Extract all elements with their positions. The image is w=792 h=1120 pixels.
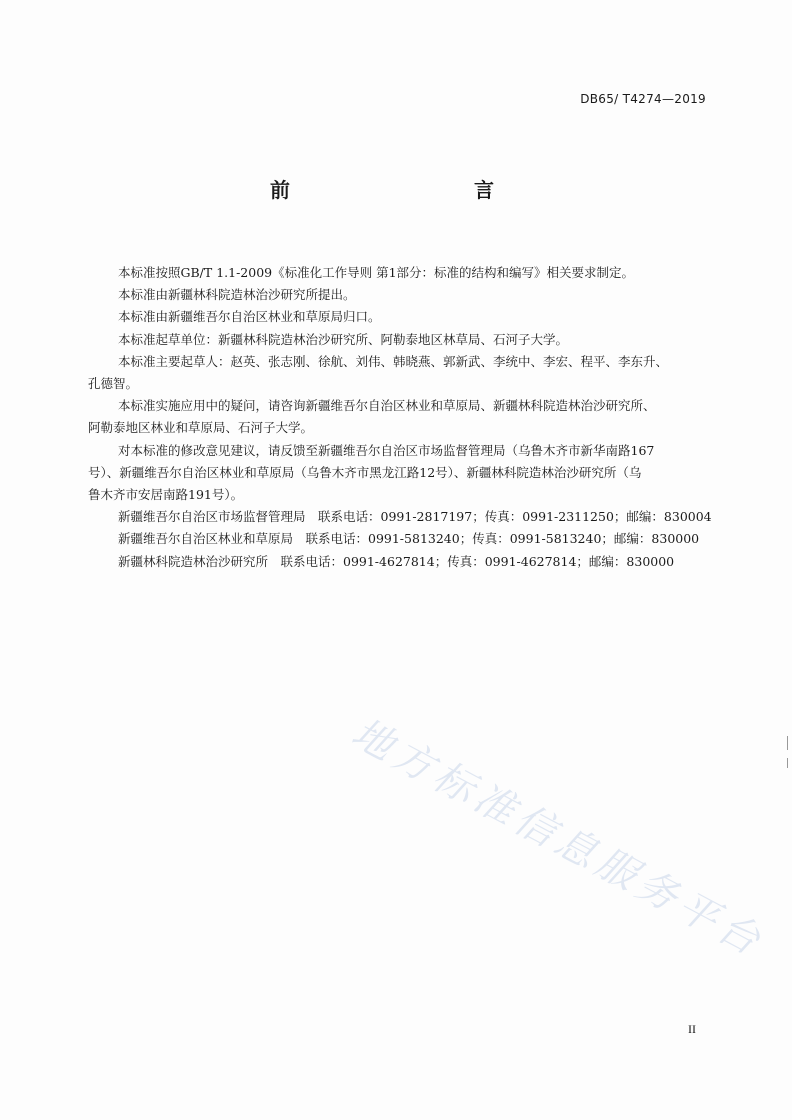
paragraph-feedback-line1: 对本标准的修改意见建议，请反馈至新疆维吾尔自治区市场监督管理局（乌鲁木齐市新华南路167	[118, 442, 655, 458]
paragraph-drafters-line2: 孔德智。	[88, 376, 139, 392]
paragraph-inquiry-line2: 阿勒泰地区林业和草原局、石河子大学。	[88, 420, 314, 436]
scan-edge-mark	[787, 736, 788, 750]
paragraph-administrator: 本标准由新疆维吾尔自治区林业和草原局归口。	[118, 309, 381, 325]
scan-edge-mark	[787, 758, 788, 768]
paragraph-feedback-line2: 号）、新疆维吾尔自治区林业和草原局（乌鲁木齐市黑龙江路12号）、新疆林科院造林治沙研究所（乌	[88, 464, 642, 480]
page-number: II	[688, 1022, 696, 1036]
section-title: 前 言	[270, 178, 542, 202]
paragraph-standard-basis: 本标准按照GB/T 1.1-2009《标准化工作导则 第1部分：标准的结构和编写》相关要求制定。	[118, 265, 635, 280]
document-body	[88, 262, 712, 573]
watermark-text: 地方标准信息服务平台	[344, 709, 772, 967]
paragraph-drafters-line1: 本标准主要起草人：赵英、张志刚、徐航、刘伟、韩晓燕、郭新武、李统中、李宏、程平、李东升、	[118, 353, 669, 369]
contact-market-regulation: 新疆维吾尔自治区市场监督管理局 联系电话：0991-2817197；传真：0991-2311250；邮编：830004	[118, 509, 712, 525]
paragraph-inquiry-line1: 本标准实施应用中的疑问，请咨询新疆维吾尔自治区林业和草原局、新疆林科院造林治沙研究所、	[118, 398, 656, 414]
contact-forestry-institute: 新疆林科院造林治沙研究所 联系电话：0991-4627814；传真：0991-4627814；邮编：830000	[118, 553, 675, 569]
paragraph-proposer: 本标准由新疆林科院造林治沙研究所提出。	[118, 287, 356, 303]
contact-forestry-grassland: 新疆维吾尔自治区林业和草原局 联系电话：0991-5813240；传真：0991-5813240；邮编：830000	[118, 531, 700, 547]
paragraph-drafting-units: 本标准起草单位：新疆林科院造林治沙研究所、阿勒泰地区林草局、石河子大学。	[118, 331, 569, 347]
document-code: DB65/ T4274—2019	[580, 92, 706, 106]
paragraph-feedback-line3: 鲁木齐市安居南路191号）。	[88, 487, 244, 503]
